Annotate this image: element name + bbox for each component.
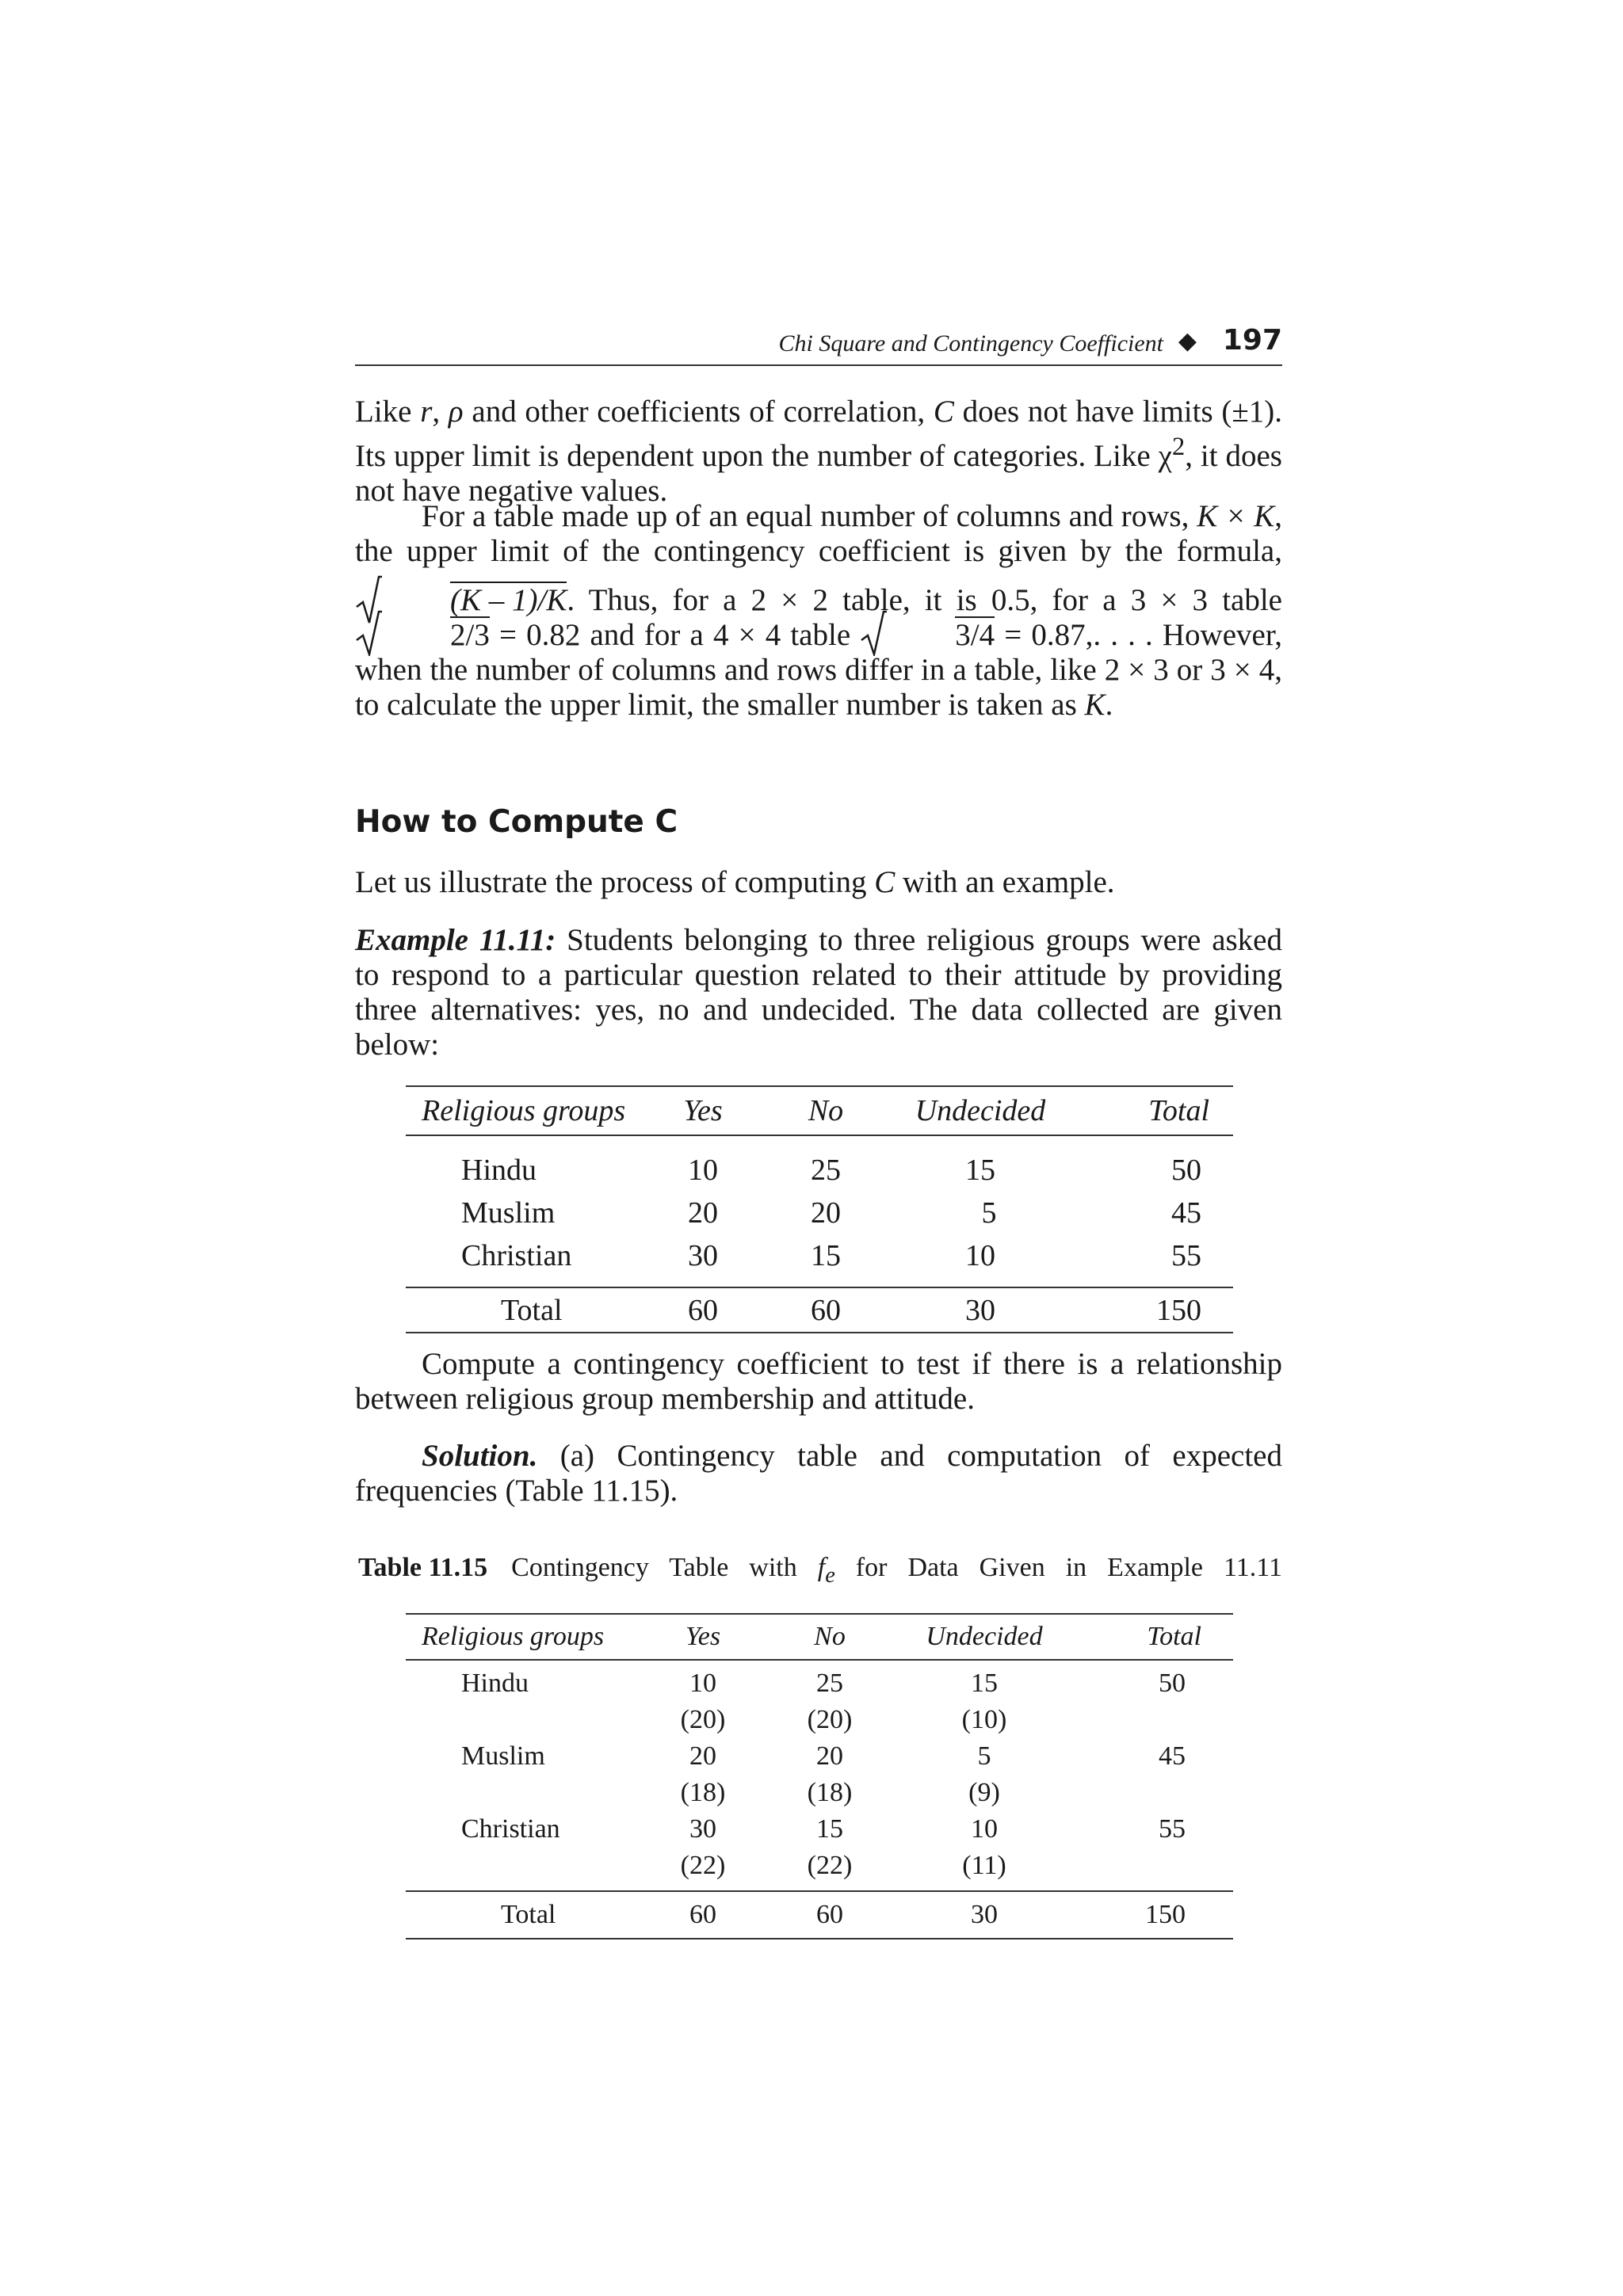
- table-row-expected: (18) (18) (9): [680, 1778, 1000, 1807]
- diamond-icon: ◆: [1178, 328, 1197, 354]
- table-caption: Table 11.15 Contingency Table with $f_e$ for Data Given in Example 11.11: [358, 1553, 1283, 1588]
- paragraph-illustrate: Let us illustrate the process of computing C with an example.: [355, 865, 1115, 899]
- table-row: Muslim 20 20 5 45: [461, 1741, 1186, 1771]
- paragraph-limits: Like r, ρ and other coefficients of correlation, C does not have limits (±1). Its upper limit is dependent upon the number of categories. Like $\chi^2$, it does not have negative values.: [355, 395, 1283, 508]
- sqrt-three-fourths: 3/4: [860, 618, 995, 653]
- paragraph-compute: Compute a contingency coefficient to test if there is a relationship between religious group membership and attitude.: [355, 1347, 1282, 1416]
- paragraph-upper-limit: For a table made up of an equal number of columns and rows, K × K, the upper limit of the contingency coefficient is given by the formula, (K – 1)/K. Thus, for a 2 × 2 table, it is 0.5, for a 3 × 3 table 2/3 = 0.82 and for a 4 × 4 table 3/4 = 0.87,. . . . However, when the number of columns and rows differ in a table, like 2 × 3 or 3 × 4, to calculate the upper limit, the smaller number is taken as K.: [355, 499, 1283, 722]
- table-header-row: Religious groups Yes No Undecided Total: [406, 1614, 1233, 1660]
- section-heading: How to Compute C: [355, 804, 678, 840]
- solution-label: Solution.: [422, 1439, 538, 1473]
- table-header-row: Religious groups Yes No Undecided Total: [406, 1086, 1233, 1135]
- table-row-expected: (20) (20) (10): [680, 1705, 1007, 1734]
- table-row-expected: (22) (22) (11): [680, 1851, 1006, 1880]
- sqrt-formula: (K – 1)/K: [355, 583, 567, 618]
- table-row: Hindu 10 25 15 50: [461, 1669, 1186, 1698]
- paragraph-example: Example 11.11: Students belonging to three religious groups were asked to respond to a particular question related to their attitude by providing three alternatives: yes, no and undecided. The data collected are given below:: [355, 923, 1282, 1062]
- table-row: Christian 30 15 10 55: [461, 1814, 1186, 1844]
- table-row: Muslim 20 20 5 45: [461, 1196, 1201, 1230]
- table-total-row: Total 60 60 30 150: [406, 1287, 1233, 1333]
- paragraph-solution: Solution. (a) Contingency table and computation of expected frequencies (Table 11.15).: [355, 1439, 1282, 1508]
- sqrt-two-thirds: 2/3: [355, 618, 490, 653]
- contingency-table: [406, 1613, 1233, 1939]
- page-header: [355, 321, 1282, 366]
- table-total-row: Total 60 60 30 150: [406, 1891, 1233, 1939]
- table-row: Christian 30 15 10 55: [461, 1239, 1201, 1272]
- example-label: Example 11.11:: [355, 923, 556, 957]
- page-number: 197: [1222, 324, 1282, 357]
- running-title: Chi Square and Contingency Coefficient: [778, 330, 1163, 357]
- data-table: [406, 1085, 1233, 1333]
- table-row: Hindu 10 25 15 50: [461, 1154, 1201, 1187]
